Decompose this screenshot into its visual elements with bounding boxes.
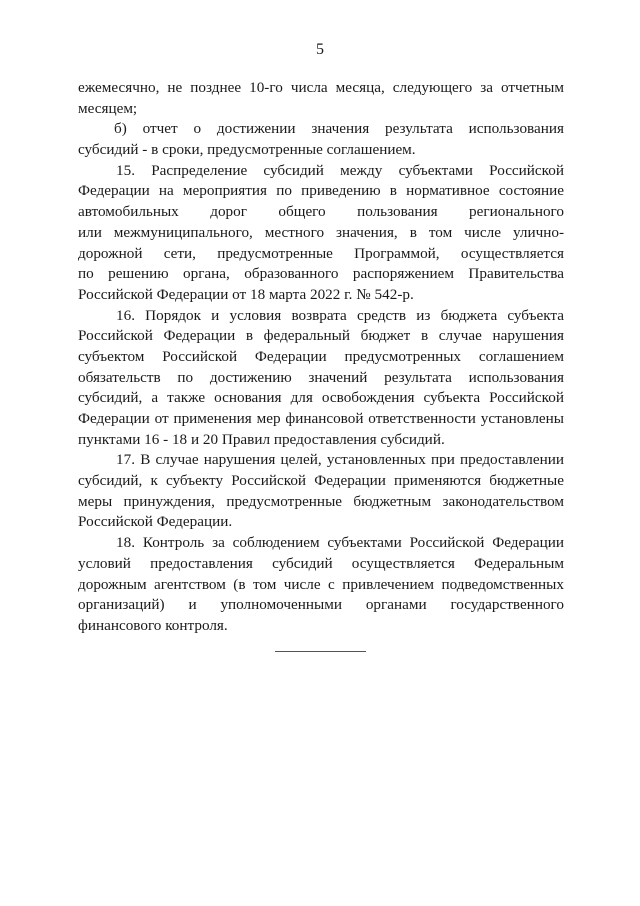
clause-15-line: по решению органа, образованного распоряжением Правительства — [78, 265, 564, 283]
clause-17-line: 17. В случае нарушения целей, установленных при предоставлении — [116, 451, 564, 469]
clause-18-line: финансового контроля. — [78, 616, 228, 634]
clause-17-line: субсидий, к субъекту Российской Федерации применяются бюджетные — [78, 472, 564, 490]
clause-16-line: Российской Федерации в федеральный бюджет в случае нарушения — [78, 327, 564, 345]
clause-15-line: Российской Федерации от 18 марта 2022 г. № 542-р. — [78, 285, 414, 303]
text-line: ежемесячно, не позднее 10-го числа месяца, следующего за отчетным — [78, 79, 564, 96]
clause-18-line: дорожным агентством (в том числе с привлечением подведомственных — [78, 575, 564, 593]
clause-15-line: Федерации на мероприятия по приведению в нормативное состояние — [78, 182, 564, 200]
clause-16-line: обязательств по достижению значений результата использования — [78, 368, 564, 386]
clause-15-line: автомобильных дорог общего пользования регионального — [78, 203, 564, 221]
clause-18-line: организаций) и уполномоченными органами государственного — [78, 596, 564, 614]
clause-18-line: 18. Контроль за соблюдением субъектами Российской Федерации — [116, 534, 564, 552]
clause-15-line: дорожной сети, предусмотренные Программой, осуществляется — [78, 244, 564, 262]
document-body — [78, 78, 564, 637]
list-item-b-line: б) отчет о достижении значения результата использования — [114, 120, 564, 138]
end-separator-line — [275, 651, 366, 652]
clause-16-line: пунктами 16 - 18 и 20 Правил предоставления субсидий. — [78, 430, 445, 448]
clause-15-line: 15. Распределение субсидий между субъектами Российской — [116, 161, 564, 179]
clause-16-line: Федерации от применения мер финансовой ответственности установлены — [78, 410, 564, 427]
clause-17-line: меры принуждения, предусмотренные бюджетным законодательством — [78, 492, 564, 510]
clause-15-line: или межмуниципального, местного значения, в том числе улично- — [78, 223, 564, 241]
text-line: месяцем; — [78, 99, 138, 117]
clause-16-line: субъектом Российской Федерации предусмотренных соглашением — [78, 347, 564, 365]
clause-16-line: субсидий, а также основания для освобождения субъекта Российской — [78, 389, 564, 407]
page-number: 5 — [316, 41, 324, 58]
clause-17-line: Российской Федерации. — [78, 513, 233, 531]
list-item-b-line: субсидий - в сроки, предусмотренные соглашением. — [78, 141, 416, 159]
clause-18-line: условий предоставления субсидий осуществляется Федеральным — [78, 554, 564, 572]
clause-16-line: 16. Порядок и условия возврата средств из бюджета субъекта — [116, 306, 564, 324]
